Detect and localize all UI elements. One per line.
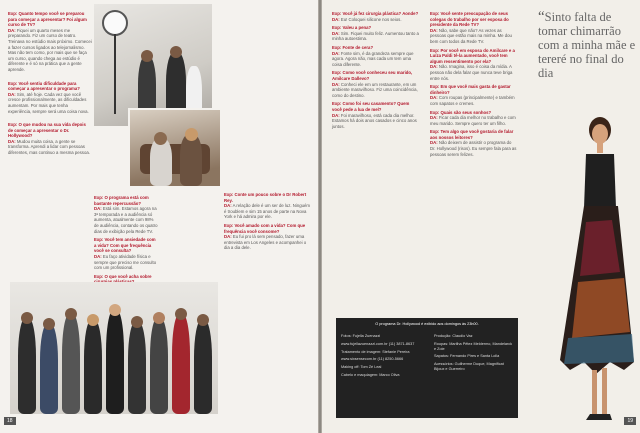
answer: DA: Eu faço atividade física e sempre que preciso me consulto com um profissional. (94, 253, 157, 271)
right-column-1 (332, 8, 420, 129)
quote-mark: “ (538, 9, 545, 25)
answer: DA: Conheci ele em um restaurante, em um ambiente maravilhoso. Fiz uma coincidência, como do destino. (332, 81, 418, 98)
answer: DA: Sim. Fiquei muito feliz. Aumentou tanto a minha autoestima. (332, 30, 419, 42)
credits-right (434, 334, 514, 375)
answer: DA: Sim, até hoje. Cada vez que você cresce profissionalmente, as dificuldades aumentam. Por mais que tenha experiência, sempre será uma coisa nova. (8, 91, 89, 114)
question: Exp: Quais são seus sonhos? (430, 109, 492, 115)
question: Exp: Em que você mais gasta de gastar dinheiro? (430, 84, 511, 95)
question: Exp: Tem algo que você gostaria de falar aos nossos leitores? (430, 129, 514, 140)
answer: DA: Fonte sim, é da grandeza sempre que agora. Agora não, mas cada um tem uma coisa diferente. (332, 50, 414, 67)
question: Exp: Como você conheceu seu marido, Amilcare Dallevo? (332, 70, 413, 81)
question: Exp: Por você em esposa do Amilcare e a Luíza Paldi tê-la aumentado, você tem algum ressentimento por ela? (430, 47, 515, 64)
question: Exp: O que você acha sobre (94, 273, 152, 279)
answer: DA: Ficar cada dia melhor no trabalho e com meu marido. Sempre quero ter um filho. (430, 115, 516, 126)
page-number: 18 (4, 417, 16, 425)
question: Exp: O que mudou na sua vida depois de começar a apresentar o Dr. Hollywood? (8, 122, 86, 139)
answer: DA: Com roupas (principalmente) e também com sapatos e cremes. (430, 95, 515, 106)
question: Exp: Você tem ansiedade com a vida? Com que frequência você se consulta? (94, 237, 156, 254)
page-number: 19 (624, 417, 636, 425)
sofa-photo (128, 108, 222, 188)
credit-line: Produção: Claudio Vaz (434, 334, 473, 338)
left-column-1 (8, 8, 92, 156)
answer: DA: Não, sabe que não? As vezes as pessoas que estão mais na minha. Me dou bem com todos da Rede TV. (430, 27, 512, 44)
pull-quote (538, 10, 636, 80)
credit-line: Acessórios: Guilherme Duque, Magnificat Bijoux e Guerreiro (434, 362, 504, 371)
answer: DA: Fiquei um quarto meses me preparando. Fiz um curso de teatro. Treinava no estúdio mais próximo. Comecei a fazer cursos ligados ao telejornalismo. Mas não tem como, por mais que se faça um curso, quando chega ao estúdio é diferente e é só na prática que a gente aprende. (8, 27, 92, 72)
question: Exp: O programa está com bastante repercussão? (94, 195, 149, 206)
left-page (0, 0, 318, 433)
answer: DA: Não. Imagina, isso é coisa da mídia. A pessoa não dela falar que nunca teve briga entre nós. (430, 64, 513, 81)
credit-line: Making off: Tom Zé Leal (341, 365, 382, 370)
credit-line: www.sixsensecom.br (11) 8250-5666 (341, 357, 404, 362)
credit-line: Fotos: Fujella Zuenazzi (341, 334, 381, 338)
question: Exp: Quanto tempo você se preparou para começar a apresentar? Foi algum curso de TV? (8, 11, 87, 28)
answer: DA: Mudou muita coisa, a gente se transforma. Aprendi a lidar com pessoas diferentes, mas continuo a mesma pessoa. (8, 138, 90, 156)
answer: DA: A relação dele é um ser de luz. Ninguém é troublem e sim 15 anos de parte na Nova York e há admira por ele. (224, 203, 310, 220)
answer: DA: Foi maravilhoso, está cada dia melhor. Estamos há dois anos casados e cinco anos juntos. (332, 112, 417, 129)
answer: DA: Eu fui pro lá sem pensado, fazer uma entrevista em Los Angeles e acompanhei o dia a dia dele. (224, 234, 307, 251)
credit-line: Sapatos: Fernando Pires e Santa Lolla (434, 354, 500, 359)
credits-box (336, 318, 518, 418)
answer: DA: Não deixem de assistir o programa do Dr. Hollywood (risos). Eu sempre fala para as pessoas serem felizes. (430, 140, 517, 157)
quote-text: Sinto falta de tomar chimarrão com a minha mãe e tereré no final do dia (538, 10, 636, 80)
credits-left (341, 334, 429, 381)
credit-line: www.fujellazuenazzi.com.br (11) 3871-8637 (341, 341, 415, 346)
answer: DA: Eu! Coloquei silicone nos seios. (332, 16, 402, 22)
question: Exp: Valeu a pena? (332, 25, 372, 31)
question: Exp: Conte um pouco sobre o Dr Robert Rey. (224, 192, 307, 203)
credit-line: Tratamento de imagem: Stefanie Pereira (341, 349, 410, 354)
left-column-3 (224, 8, 310, 251)
question: Exp: Fonte de cera? (332, 44, 374, 50)
group-photo (10, 282, 218, 414)
question: Exp: Você amado com a vida? Com que frequência você consome? (224, 222, 306, 234)
credit-line: Cabelo e maquiagem: Marco Oliva (341, 372, 400, 377)
credits-schedule: O programa Dr. Hollywood é exibido aos domingos às 23h00. (375, 322, 479, 326)
question: Exp: Você já fez cirurgia plástica? Aonde? (332, 11, 419, 16)
question: Exp: Como foi seu casamento? Quem você pede a lua de mel? (332, 101, 410, 112)
answer: DA: Está sim. Estamos agora na 3ª temporada e a audiência só aumenta, atualmente com 98% de audiência, contando os quatro dias de exibição pela Rede TV. (94, 206, 158, 234)
right-column-2 (430, 8, 518, 157)
question: Exp: Você sentiu dificuldade para começar a apresentar o programa? (8, 80, 80, 92)
credit-line: Roupas: Marilha Pêtez Meldermo, Mandelarck e Zoie (434, 341, 513, 351)
question: Exp: Você sente preocupação de seus colegas do trabalho por ser esposa do presidente da Rede TV? (430, 11, 509, 28)
model-photo (550, 112, 640, 430)
